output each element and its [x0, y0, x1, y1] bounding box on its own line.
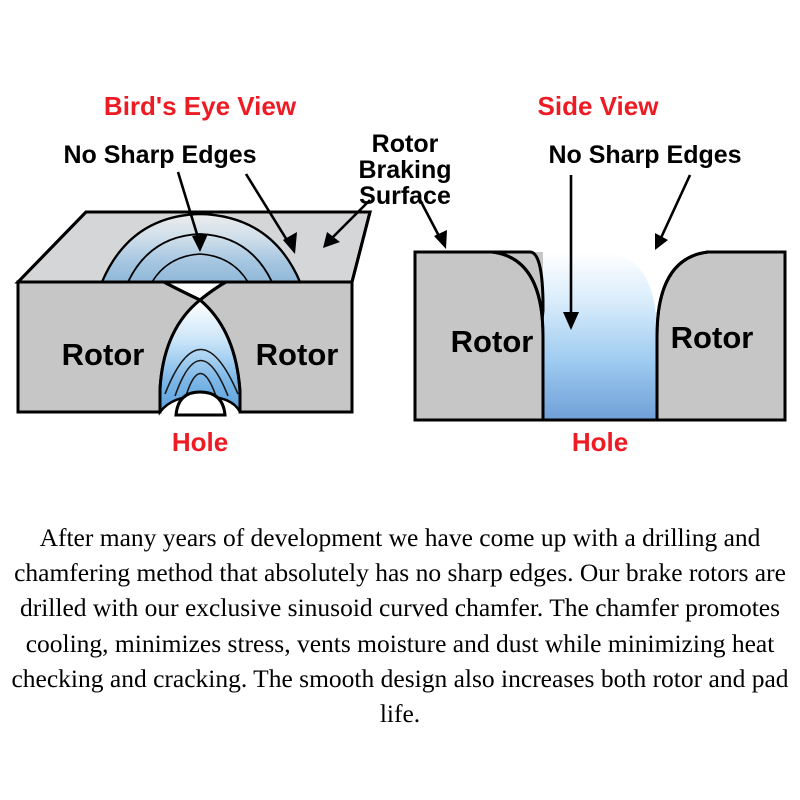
side-panel-rotor-label-right: Rotor [670, 320, 754, 355]
rotor-braking-surface-line2: Braking [358, 156, 452, 184]
left-panel-rotor-label-right: Rotor [255, 337, 339, 372]
birds-eye-view-graphic [18, 212, 370, 415]
side-no-sharp-edges-label: No Sharp Edges [548, 141, 742, 169]
side-chamfer-channel [543, 252, 657, 420]
side-panel-hole-label: Hole [571, 427, 629, 457]
birds-eye-view-title: Bird's Eye View [103, 91, 297, 121]
side-view-title: Side View [537, 91, 659, 121]
rotor-braking-surface-line3: Surface [359, 182, 451, 210]
left-panel-rotor-label-left: Rotor [61, 337, 145, 372]
left-panel-hole-label: Hole [171, 427, 229, 457]
arrow-side-right-line [660, 175, 690, 240]
left-no-sharp-edges-label: No Sharp Edges [63, 141, 257, 169]
rotor-braking-surface-line1: Rotor [371, 130, 439, 158]
side-panel-rotor-label-left: Rotor [450, 324, 534, 359]
caption-text: After many years of development we have come up with a drilling and chamfering method that absolutely has no sharp edges. Our brake rotors are drilled with our exclusive sinusoid curved chamfer. The chamfer promotes cooling, minimizes stress, vents moisture and dust while minimizing heat checking and cracking. The smooth design also increases both rotor and pad life. [11, 523, 789, 728]
